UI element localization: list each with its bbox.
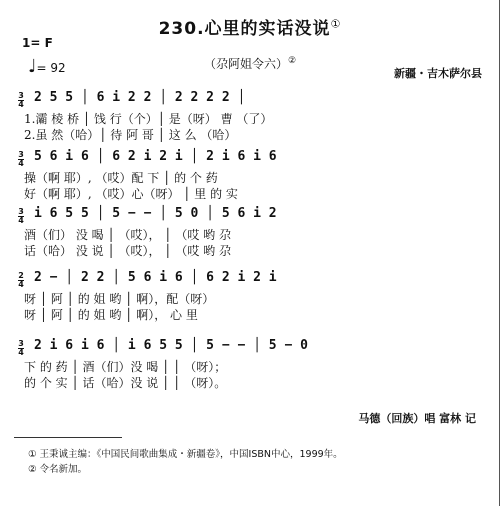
lyric-line-verse-1: 操（啊 耶）, （哎）配 下 │ 的 个 药 [24, 171, 218, 185]
notation-row: i 6 5 5 │ 5 − − │ 5 0 │ 5 6 i 2 [34, 206, 277, 221]
performer-credit: 马德（回族）唱 富林 记 [358, 412, 476, 425]
lyric-line-verse-1: 酒（们） 没 喝 │ （哎）， │ （哎 哟 尕 [24, 228, 231, 242]
time-numerator: 3 [18, 150, 24, 159]
time-denominator: 4 [18, 216, 24, 225]
footnote-2: ② 令名新加。 [28, 464, 88, 475]
subtitle-text: （尕阿姐令六） [203, 57, 288, 71]
region-label: 新疆・吉木萨尔县 [394, 67, 482, 80]
time-numerator: 3 [18, 91, 24, 100]
time-denominator: 4 [18, 348, 24, 357]
notation-row: 2 − │ 2 2 │ 5 6 i 6 │ 6 2 i 2 i [34, 270, 277, 285]
time-signature [18, 151, 24, 168]
time-numerator: 3 [18, 339, 24, 348]
lyric-line-verse-1: 呀 │ 阿 │ 的 姐 哟 │ 啊），配（呀） [24, 292, 215, 306]
time-signature [18, 272, 24, 289]
time-numerator: 2 [18, 271, 24, 280]
lyric-line-verse-2: 的 个 实 │ 话（哈）没 说 │ │ （呀）。 [24, 376, 227, 390]
notation-row: 2 5 5 │ 6 i 2 2 │ 2 2 2 2 │ [34, 90, 246, 105]
lyric-line-verse-2: 2.虽 然（哈）│ 待 阿 哥 │ 这 么 （哈） [24, 128, 237, 142]
lyric-line-verse-1: 下 的 药 │ 酒（们）没 喝 │ │ （呀）； [24, 360, 227, 374]
title-footnote-mark: ① [330, 17, 342, 31]
lyric-line-verse-1: 1.灞 棱 桥 │ 饯 行（个）│ 是（呀） 曹 （了） [24, 112, 273, 126]
notation-row: 2 i 6 i 6 │ i 6 5 5 │ 5 − − │ 5 − 0 [34, 338, 308, 353]
time-signature [18, 340, 24, 357]
footnote-divider [14, 437, 122, 438]
time-signature [18, 92, 24, 109]
notation-row: 5 6 i 6 │ 6 2 i 2 i │ 2 i 6 i 6 [34, 149, 277, 164]
song-title [0, 14, 500, 39]
quarter-note-icon: ♩ [28, 56, 37, 77]
time-denominator: 4 [18, 280, 24, 289]
lyric-line-verse-2: 好（啊 耶）, （哎）心（呀） │ 里 的 实 [24, 187, 238, 201]
tempo-value: = 92 [36, 61, 66, 75]
title-text: 230.心里的实话没说 [158, 19, 331, 39]
time-denominator: 4 [18, 100, 24, 109]
time-denominator: 4 [18, 159, 24, 168]
time-numerator: 3 [18, 207, 24, 216]
key-signature: 1= F [22, 36, 53, 50]
lyric-line-verse-2: 呀 │ 阿 │ 的 姐 哟 │ 啊）， 心 里 [24, 308, 198, 322]
time-signature [18, 208, 24, 225]
footnote-1: ① 王秉诚主编：《中国民间歌曲集成・新疆卷》，中国ISBN中心，1999年。 [28, 449, 343, 460]
lyric-line-verse-2: 话（哈） 没 说 │ （哎）， │ （哎 哟 尕 [24, 244, 231, 258]
subtitle-footnote-mark: ② [287, 56, 297, 66]
